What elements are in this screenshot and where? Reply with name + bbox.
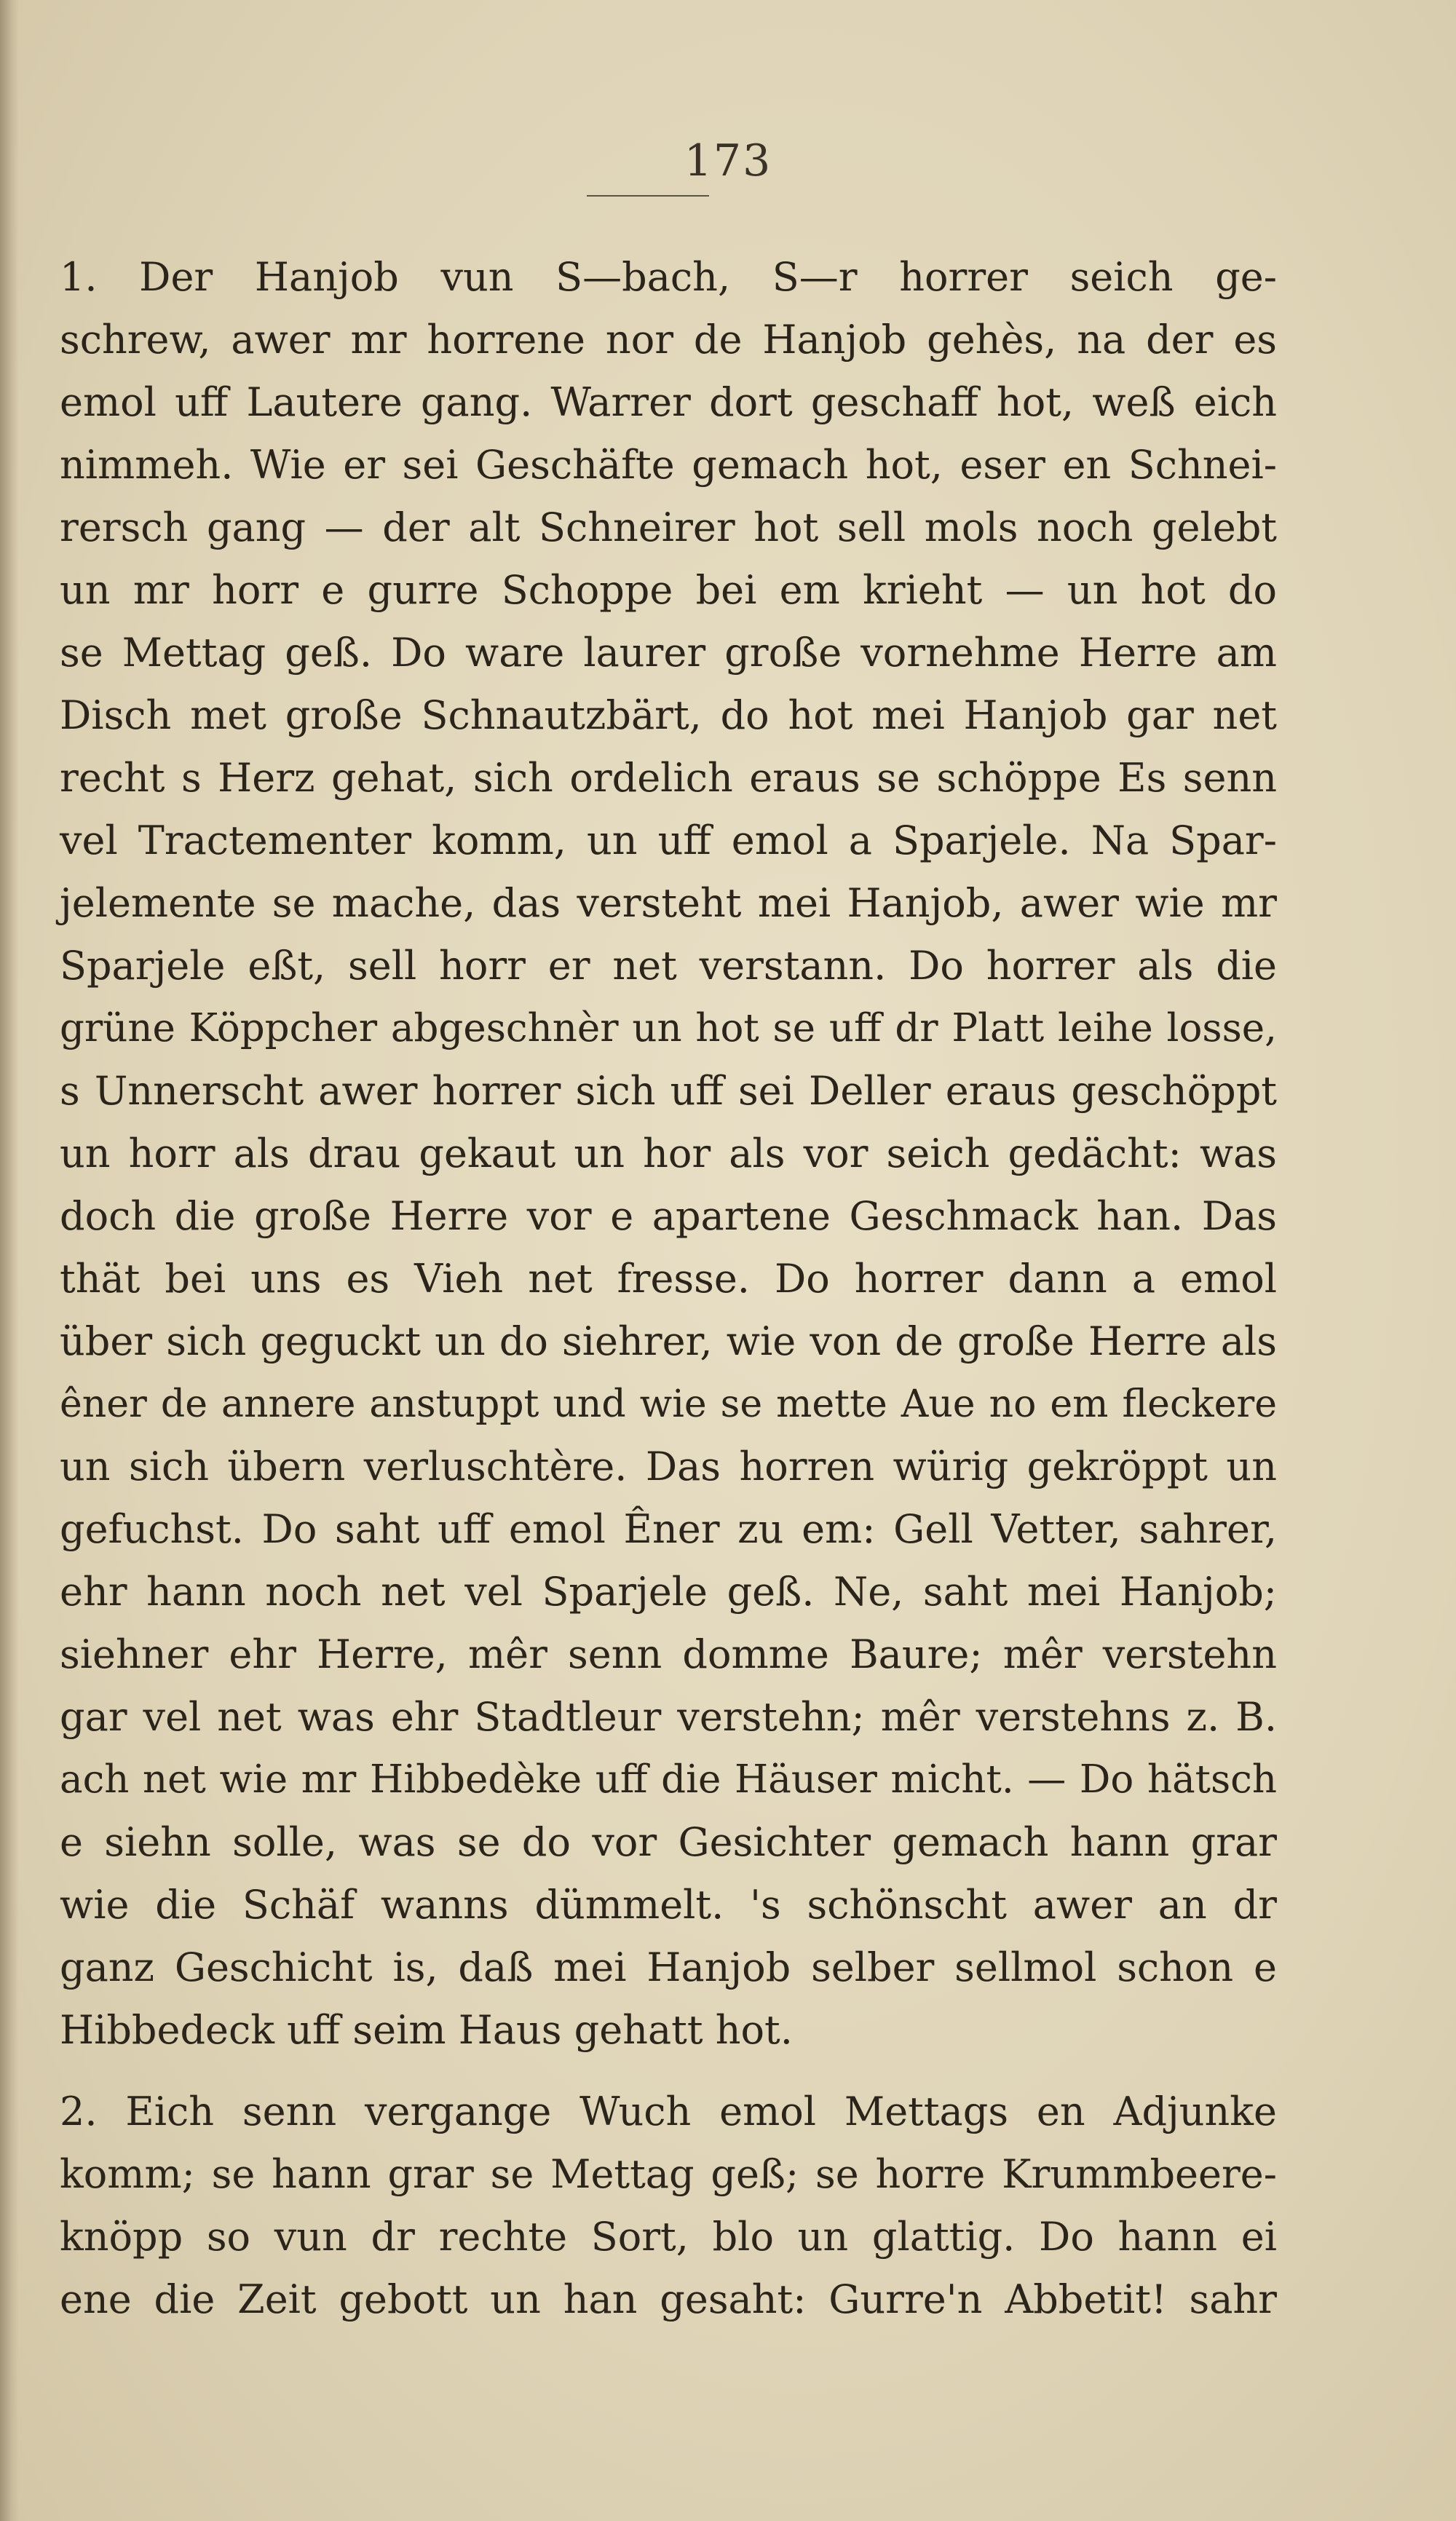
header-rule — [587, 195, 709, 197]
text-line: Sparjele eßt, sell horr er net verstann. Do horrer als die — [60, 943, 1277, 989]
text-line: thät bei uns es Vieh net fresse. Do horrer dann a emol — [60, 1256, 1277, 1302]
paragraph-2 — [60, 2081, 1277, 2331]
text-line: recht s Herz gehat, sich ordelich eraus se schöppe Es senn — [60, 755, 1277, 801]
text-line: gefuchst. Do saht uff emol Êner zu em: Gell Vetter, sahrer, — [60, 1506, 1277, 1552]
body-text — [60, 246, 1277, 2331]
text-line: emol uff Lautere gang. Warrer dort geschaff hot, weß eich — [60, 379, 1277, 425]
text-line: un horr als drau gekaut un hor als vor seich gedächt: was — [60, 1131, 1277, 1176]
text-line: ach net wie mr Hibbedèke uff die Häuser micht. — Do hätsch — [60, 1757, 1277, 1802]
text-line: jelemente se mache, das versteht mei Hanjob, awer wie mr — [60, 880, 1277, 926]
text-line: ehr hann noch net vel Sparjele geß. Ne, saht mei Hanjob; — [60, 1569, 1277, 1615]
text-line: s Unnerscht awer horrer sich uff sei Deller eraus geschöppt — [60, 1068, 1277, 1114]
text-line: un sich übern verluschtère. Das horren würig gekröppt un — [60, 1444, 1277, 1489]
text-line: rersch gang — der alt Schneirer hot sell mols noch gelebt — [60, 504, 1277, 550]
text-line: ganz Geschicht is, daß mei Hanjob selber sellmol schon e — [60, 1944, 1277, 1990]
paragraph-gap — [60, 2062, 1277, 2081]
text-line: ene die Zeit gebott un han gesaht: Gurre'n Abbetit! sahr — [60, 2276, 1277, 2322]
paragraph-1 — [60, 246, 1277, 2062]
text-line: se Mettag geß. Do ware laurer große vornehme Herre am — [60, 630, 1277, 676]
text-line: e siehn solle, was se do vor Gesichter gemach hann grar — [60, 1819, 1277, 1865]
text-line: Disch met große Schnautzbärt, do hot mei Hanjob gar net — [60, 692, 1277, 738]
page-number: 173 — [684, 135, 772, 186]
text-line: 1. Der Hanjob vun S—bach, S—r horrer seich ge- — [60, 254, 1277, 300]
text-line: Hibbedeck uff seim Haus gehatt hot. — [60, 2007, 793, 2053]
text-line: vel Tractementer komm, un uff emol a Sparjele. Na Spar- — [60, 818, 1277, 863]
text-line: wie die Schäf wanns dümmelt. 's schönscht awer an dr — [60, 1882, 1277, 1928]
text-line: gar vel net was ehr Stadtleur verstehn; mêr verstehns z. B. — [60, 1694, 1277, 1740]
text-line: siehner ehr Herre, mêr senn domme Baure; mêr verstehn — [60, 1631, 1277, 1677]
text-line: êner de annere anstuppt und wie se mette Aue no em fleckere — [60, 1382, 1277, 1426]
text-line: knöpp so vun dr rechte Sort, blo un glattig. Do hann ei — [60, 2214, 1277, 2260]
text-line: doch die große Herre vor e apartene Geschmack han. Das — [60, 1193, 1277, 1239]
page-gutter-shadow — [0, 0, 19, 2521]
text-line: grüne Köppcher abgeschnèr un hot se uff dr Platt leihe losse, — [60, 1006, 1277, 1050]
text-line: über sich geguckt un do siehrer, wie von de große Herre als — [60, 1318, 1277, 1364]
text-line: un mr horr e gurre Schoppe bei em krieht — un hot do — [60, 567, 1277, 613]
text-line: komm; se hann grar se Mettag geß; se horre Krummbeere- — [60, 2151, 1277, 2197]
text-line: 2. Eich senn vergange Wuch emol Mettags en Adjunke — [60, 2089, 1277, 2134]
text-line: nimmeh. Wie er sei Geschäfte gemach hot, eser en Schnei- — [60, 442, 1277, 488]
text-line: schrew, awer mr horrene nor de Hanjob gehès, na der es — [60, 317, 1277, 363]
